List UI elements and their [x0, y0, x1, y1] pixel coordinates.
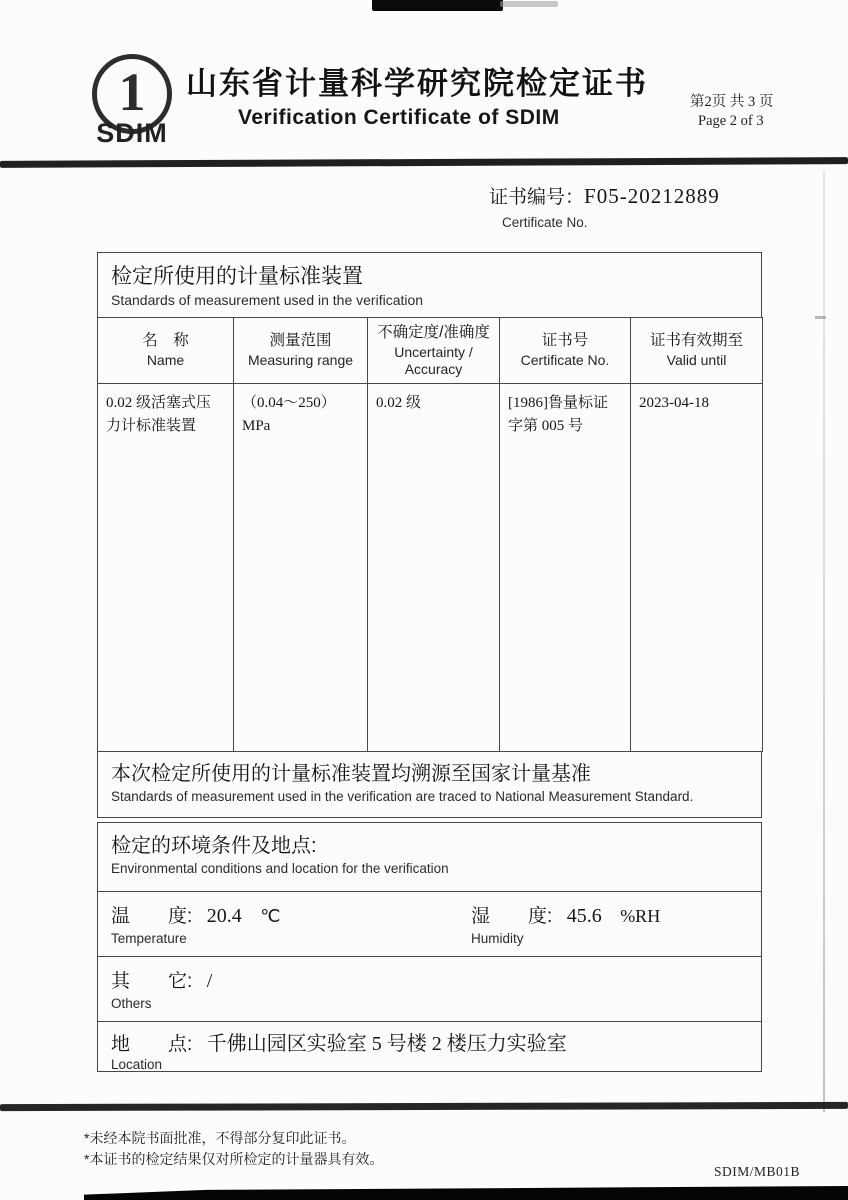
cell-valid-until: 2023-04-18 [631, 383, 763, 751]
table-row [98, 383, 763, 751]
environment-title-cn: 检定的环境条件及地点: [111, 835, 317, 857]
cell-certificate-no: [1986]鲁量标证字第 005 号 [500, 383, 631, 751]
logo-numeral: 1 [118, 62, 146, 122]
column-header-valid-until [631, 318, 763, 384]
scan-artifact-bottom [84, 1186, 848, 1200]
footnotes [84, 1128, 383, 1170]
traceability-cn: 本次检定所使用的计量标准装置均溯源至国家计量基准 [111, 763, 591, 785]
others-label-en: Others [111, 996, 152, 1011]
column-header-cn: 名 称 [142, 332, 189, 350]
column-header-uncertainty [368, 318, 500, 384]
footnote-validity: *本证书的检定结果仅对所检定的计量器具有效。 [84, 1151, 384, 1167]
traceability-statement [97, 751, 762, 818]
location-value: 千佛山园区实验室 5 号楼 2 楼压力实验室 [206, 1033, 567, 1055]
cell-standard-name: 0.02 级活塞式压力计标准装置 [98, 383, 234, 751]
scan-artifact-top [372, 0, 503, 11]
column-header-en: Uncertainty / Accuracy [394, 343, 473, 377]
scan-artifact-top-smudge [500, 1, 558, 7]
location-label-cn: 地 点: [111, 1034, 193, 1055]
others-value: / [206, 970, 213, 992]
standards-header-row [98, 318, 763, 384]
column-header-cn: 不确定度/准确度 [377, 324, 490, 341]
column-header-en: Certificate No. [520, 352, 610, 369]
certificate-number-label: 证书编号： [489, 187, 585, 208]
column-header-en: Name [146, 352, 185, 369]
scan-speck [815, 316, 826, 319]
temperature-field [111, 901, 471, 956]
humidity-label-en: Humidity [471, 931, 524, 946]
column-header-cn: 证书号 [541, 332, 589, 350]
page-number-en: Page 2 of 3 [698, 113, 764, 129]
standards-table-block [97, 252, 762, 752]
others-label-cn: 其 它: [111, 971, 193, 992]
footer-rule [0, 1102, 848, 1111]
temperature-humidity-row [98, 891, 761, 956]
humidity-label-cn: 湿 度: [471, 906, 553, 927]
column-header-measuring-range [234, 318, 368, 384]
others-field [111, 966, 212, 1021]
page-title-english: Verification Certificate of SDIM [238, 106, 560, 129]
temperature-value: 20.4 [206, 905, 242, 927]
humidity-value: 45.6 [566, 905, 602, 927]
humidity-field [471, 901, 660, 956]
cell-measuring-range: （0.04～250）MPa [234, 383, 368, 751]
traceability-en: Standards of measurement used in the verification are traced to National Measurement Standard. [111, 789, 694, 804]
column-header-name [98, 318, 234, 384]
environment-title-en: Environmental conditions and location for the verification [111, 861, 449, 876]
certificate-number-line [489, 182, 720, 209]
temperature-unit: ℃ [260, 906, 281, 926]
column-header-cn: 测量范围 [269, 332, 332, 350]
environment-block [97, 822, 762, 1072]
column-header-certificate-no [500, 318, 631, 384]
page-title: 山东省计量科学研究院检定证书 [186, 66, 648, 101]
column-header-en: Valid until [666, 352, 727, 369]
others-row [98, 956, 761, 1021]
column-header-en: Measuring range [247, 352, 354, 369]
form-code: SDIM/MB01B [714, 1164, 801, 1179]
cell-accuracy: 0.02 级 [368, 383, 500, 751]
temperature-label-cn: 温 度: [111, 906, 193, 927]
humidity-unit: %RH [620, 906, 661, 926]
temperature-label-en: Temperature [111, 931, 187, 946]
certificate-number-value: F05-20212889 [584, 184, 720, 208]
scan-artifact-right-edge [823, 170, 825, 1112]
environment-title [98, 823, 761, 891]
standards-table [97, 317, 763, 752]
logo-text: SDIM [96, 118, 168, 148]
sdim-logo [76, 54, 188, 149]
standards-title-cn: 检定所使用的计量标准装置 [111, 265, 363, 288]
footnote-copy-restriction: *未经本院书面批准，不得部分复印此证书。 [84, 1130, 356, 1146]
header-rule [0, 157, 848, 168]
standards-table-title [97, 252, 762, 318]
page-number-cn: 第2页 共 3 页 [690, 94, 774, 110]
location-row [98, 1021, 761, 1073]
standards-title-en: Standards of measurement used in the verification [111, 292, 424, 309]
location-label-en: Location [111, 1057, 163, 1072]
certificate-number-label-en: Certificate No. [502, 215, 588, 230]
column-header-cn: 证书有效期至 [649, 332, 743, 350]
